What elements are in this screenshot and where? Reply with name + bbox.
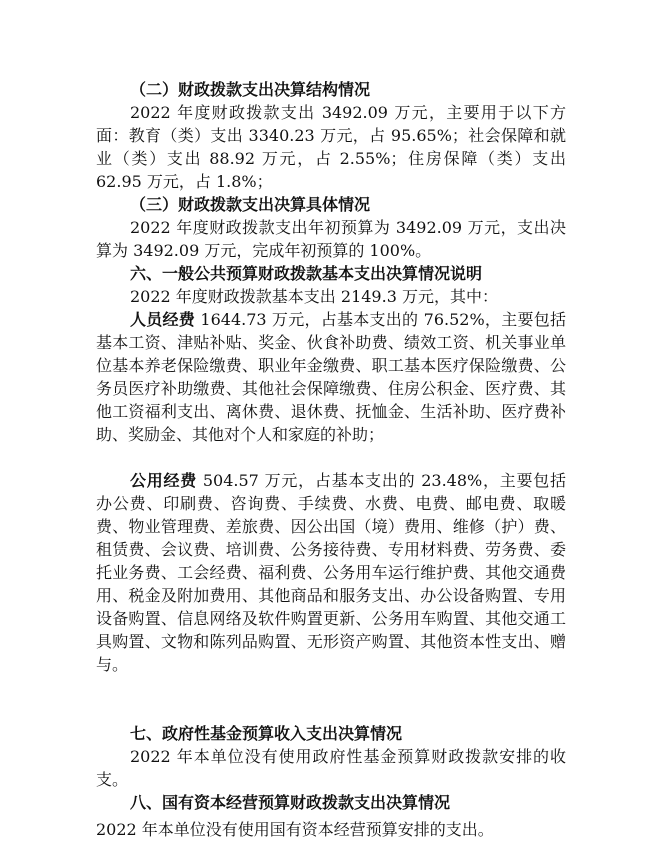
- public-label: 公用经费: [130, 471, 197, 490]
- paragraph-seven: 2022 年本单位没有使用政府性基金预算财政拨款安排的收支。: [96, 747, 566, 789]
- heading-detail: （三）财政拨款支出决算具体情况: [130, 195, 371, 214]
- heading-section-seven: 七、政府性基金预算收入支出决算情况: [130, 724, 403, 743]
- heading-section-eight: 八、国有资本经营预算财政拨款支出决算情况: [130, 793, 451, 812]
- personnel-text: 1644.73 万元，占基本支出的 76.52%，主要包括基本工资、津贴补贴、奖金、伙食补助费、绩效工资、机关事业单位基本养老保险缴费、职业年金缴费、职工基本医疗保险缴费、公务员医疗补助缴费、其他社会保障缴费、住房公积金、医疗费、其他工资福利支出、离休费、退休费、抚恤金、生活补助、医疗费补助、奖励金、其他对个人和家庭的补助；: [96, 310, 566, 444]
- heading-structure: （二）财政拨款支出决算结构情况: [130, 80, 371, 99]
- heading-section-six: 六、一般公共预算财政拨款基本支出决算情况说明: [130, 264, 483, 283]
- paragraph-six-intro: 2022 年度财政拨款基本支出 2149.3 万元，其中：: [130, 287, 498, 306]
- paragraph-personnel: [96, 308, 566, 446]
- paragraph-public: [96, 469, 566, 676]
- paragraph-eight: 2022 年本单位没有使用国有资本经营预算安排的支出。: [96, 820, 494, 839]
- paragraph-structure: 2022 年度财政拨款支出 3492.09 万元，主要用于以下方面：教育（类）支出 3340.23 万元，占 95.65%；社会保障和就业（类）支出 88.92 万元，占 2.55%；住房保障（类）支出 62.95 万元，占 1.8%；: [96, 103, 566, 191]
- public-text: 504.57 万元，占基本支出的 23.48%，主要包括办公费、印刷费、咨询费、手续费、水费、电费、邮电费、取暖费、物业管理费、差旅费、因公出国（境）费用、维修（护）费、租赁费、会议费、培训费、公务接待费、专用材料费、劳务费、委托业务费、工会经费、福利费、公务用车运行维护费、其他交通费用、税金及附加费用、其他商品和服务支出、办公设备购置、专用设备购置、信息网络及软件购置更新、公务用车购置、其他交通工具购置、文物和陈列品购置、无形资产购置、其他资本性支出、赠与。: [96, 471, 566, 674]
- personnel-label: 人员经费: [130, 310, 196, 329]
- paragraph-detail: 2022 年度财政拨款支出年初预算为 3492.09 万元，支出决算为 3492.09 万元，完成年初预算的 100%。: [96, 218, 566, 260]
